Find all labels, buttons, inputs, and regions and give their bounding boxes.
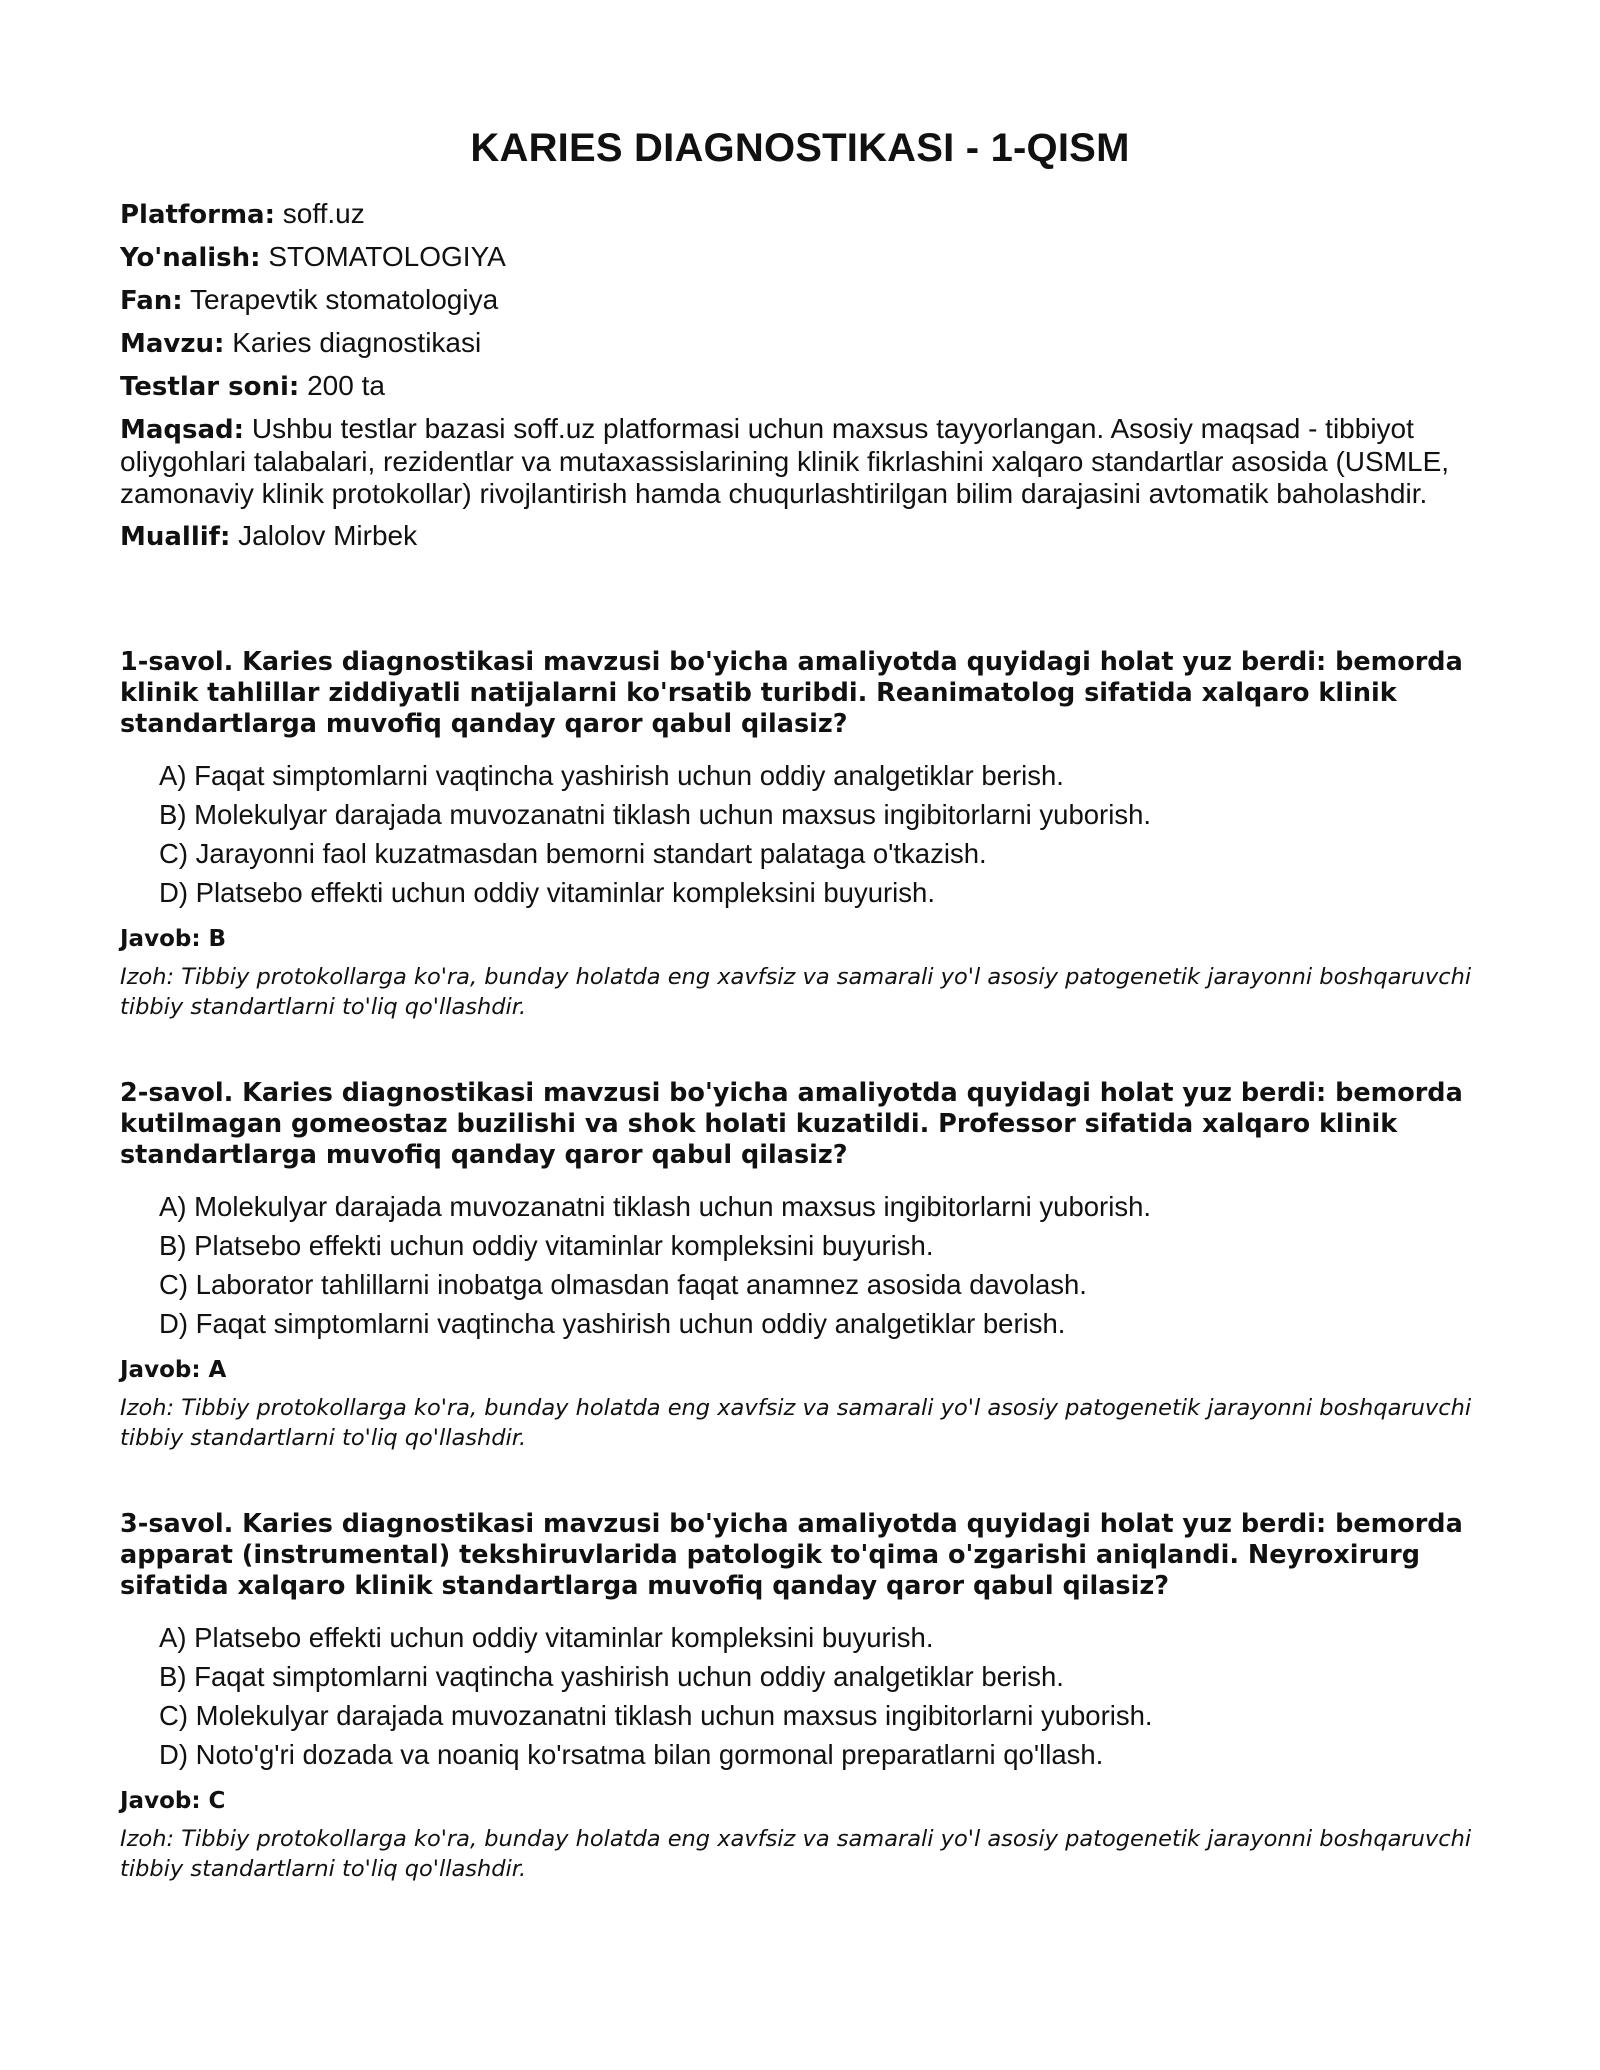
answer-options <box>120 1187 1480 1343</box>
question-text: 2-savol. Karies diagnostikasi mavzusi bo'yicha amaliyotda quyidagi holat yuz berdi: bemorda kutilmagan gomeostaz buzilishi va shok holati kuzatildi. Professor sifatida xalqaro klinik standartlarga muvofiq qanday qaror qabul qilasiz? <box>120 1078 1463 1170</box>
meta-label: Testlar soni: <box>120 372 300 402</box>
meta-value: STOMATOLOGIYA <box>268 241 506 272</box>
question-text: 1-savol. Karies diagnostikasi mavzusi bo'yicha amaliyotda quyidagi holat yuz berdi: bemorda klinik tahlillar ziddiyatli natijalarni ko'rsatib turibdi. Reanimatolog sifatida xalqaro klinik standartlarga muvofiq qanday qaror qabul qilasiz? <box>120 647 1463 739</box>
meta-label: Platforma: <box>120 200 275 230</box>
meta-test-count <box>120 370 1480 403</box>
meta-value: Terapevtik stomatologiya <box>189 284 499 315</box>
meta-label: Mavzu: <box>120 329 225 359</box>
meta-label: Fan: <box>120 286 183 316</box>
option-d: D) Faqat simptomlarni vaqtincha yashirish uchun oddiy analgetiklar berish. <box>159 1308 1066 1339</box>
meta-author <box>120 520 1480 553</box>
meta-label: Maqsad: <box>120 415 245 445</box>
meta-label: Yo'nalish: <box>120 243 261 273</box>
meta-value: Jalolov Mirbek <box>238 520 418 551</box>
document-page <box>120 118 1480 1940</box>
option-a: A) Molekulyar darajada muvozanatni tiklash uchun maxsus ingibitorlarni yuborish. <box>159 1191 1152 1222</box>
explanation-note: Izoh: Tibbiy protokollarga ko'ra, bunday holatda eng xavfsiz va samarali yo'l asosiy patogenetik jarayonni boshqaruvchi tibbiy standartlarni to'liq qo'llashdir. <box>120 1395 1472 1451</box>
meta-purpose <box>120 413 1480 510</box>
option-a: A) Platsebo effekti uchun oddiy vitaminlar kompleksini buyurish. <box>159 1622 934 1653</box>
option-a: A) Faqat simptomlarni vaqtincha yashirish uchun oddiy analgetiklar berish. <box>159 760 1064 791</box>
question-3 <box>120 1509 1480 1884</box>
meta-value: 200 ta <box>307 370 385 401</box>
option-c: C) Jarayonni faol kuzatmasdan bemorni standart palataga o'tkazish. <box>159 838 987 869</box>
question-text: 3-savol. Karies diagnostikasi mavzusi bo'yicha amaliyotda quyidagi holat yuz berdi: bemorda apparat (instrumental) tekshiruvlarida patologik to'qima o'zgarishi aniqlandi. Neyroxirurg sifatida xalqaro klinik standartlarga muvofiq qanday qaror qabul qilasiz? <box>120 1509 1463 1601</box>
answer-options <box>120 756 1480 912</box>
option-c: C) Molekulyar darajada muvozanatni tiklash uchun maxsus ingibitorlarni yuborish. <box>159 1700 1153 1731</box>
meta-platform <box>120 198 1480 231</box>
option-c: C) Laborator tahlillarni inobatga olmasdan faqat anamnez asosida davolash. <box>159 1269 1087 1300</box>
meta-direction <box>120 241 1480 274</box>
meta-label: Muallif: <box>120 522 231 552</box>
meta-value: soff.uz <box>282 198 365 229</box>
question-1 <box>120 647 1480 1022</box>
meta-topic <box>120 327 1480 360</box>
meta-subject <box>120 284 1480 317</box>
answer-options <box>120 1618 1480 1774</box>
document-title: KARIES DIAGNOSTIKASI - 1-QISM <box>470 126 1130 170</box>
meta-value: Ushbu testlar bazasi soff.uz platformasi uchun maxsus tayyorlangan. Asosiy maqsad - tibbiyot oliygohlari talabalari, rezidentlar va mutaxassislarining klinik fikrlashini xalqaro standartlar asosida (USMLE, zamonaviy klinik protokollar) rivojlantirish hamda chuqurlashtirilgan bilim darajasini avtomatik baholashdir. <box>120 413 1450 509</box>
option-d: D) Platsebo effekti uchun oddiy vitaminlar kompleksini buyurish. <box>159 877 935 908</box>
answer-key: Javob: B <box>120 926 227 952</box>
option-d: D) Noto'g'ri dozada va noaniq ko'rsatma bilan gormonal preparatlarni qo'llash. <box>159 1739 1104 1770</box>
answer-key: Javob: A <box>120 1357 227 1383</box>
option-b: B) Platsebo effekti uchun oddiy vitaminlar kompleksini buyurish. <box>159 1230 934 1261</box>
meta-value: Karies diagnostikasi <box>232 327 482 358</box>
explanation-note: Izoh: Tibbiy protokollarga ko'ra, bunday holatda eng xavfsiz va samarali yo'l asosiy patogenetik jarayonni boshqaruvchi tibbiy standartlarni to'liq qo'llashdir. <box>120 1826 1472 1882</box>
option-b: B) Faqat simptomlarni vaqtincha yashirish uchun oddiy analgetiklar berish. <box>159 1661 1064 1692</box>
explanation-note: Izoh: Tibbiy protokollarga ko'ra, bunday holatda eng xavfsiz va samarali yo'l asosiy patogenetik jarayonni boshqaruvchi tibbiy standartlarni to'liq qo'llashdir. <box>120 964 1472 1020</box>
answer-key: Javob: C <box>120 1788 226 1814</box>
metadata-section <box>120 198 1480 553</box>
question-2 <box>120 1078 1480 1453</box>
option-b: B) Molekulyar darajada muvozanatni tiklash uchun maxsus ingibitorlarni yuborish. <box>159 799 1152 830</box>
